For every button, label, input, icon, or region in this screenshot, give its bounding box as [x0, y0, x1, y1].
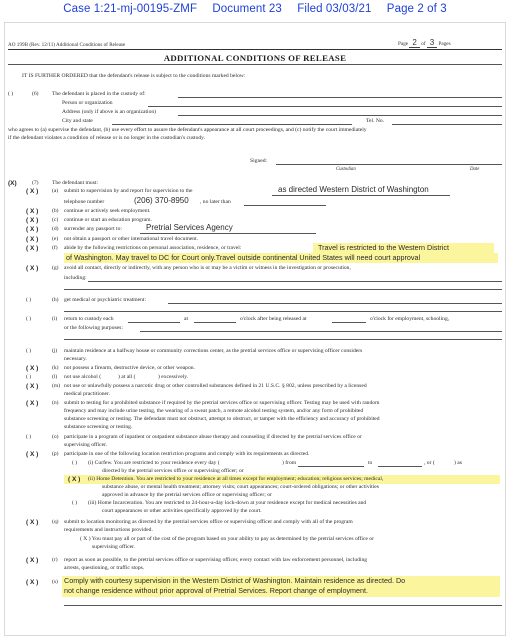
item-l-mark: ( )	[26, 374, 32, 380]
item-p-i-as: ) as	[454, 460, 462, 466]
item-p-from-line	[298, 466, 364, 467]
address-label: Address (only if above is an organization)	[62, 109, 157, 115]
condition-7-text: The defendant must:	[52, 180, 98, 186]
item-p-i-or: , or (	[424, 460, 435, 466]
item-h-line	[168, 303, 502, 304]
item-a-value: as directed Western District of Washington	[278, 185, 429, 194]
item-p-i-from: ) from	[282, 460, 297, 466]
item-k-mark: ( X )	[26, 365, 39, 372]
item-p-ii-text2: substance abuse, or mental health treatment; attorney visits; court appearances; court-ordered obligations; or other activities	[102, 484, 379, 490]
item-l-at-all: ) at all (	[118, 374, 136, 380]
item-s-label: (s)	[52, 579, 58, 585]
item-i-mark: ( )	[26, 316, 32, 322]
city-label: City and state	[62, 118, 93, 124]
item-g-label: (g)	[52, 265, 59, 271]
item-n-text2: frequency and may include urine testing, the wearing of a sweat patch, a remote alcohol testing system, and/or any form of prohibited	[64, 408, 364, 414]
item-p-i-to: to	[368, 460, 373, 466]
item-q-mark: ( X )	[26, 519, 39, 526]
page-total: 3	[427, 38, 437, 48]
item-n-label: (n)	[52, 400, 59, 406]
item-a-phone: (206) 370-8950	[134, 196, 189, 205]
item-f-label: (f)	[52, 245, 58, 251]
person-line	[148, 106, 502, 107]
item-p-ii-text3: approved in advance by the pretrial services office or supervising officer; or	[102, 492, 272, 498]
item-a-later: , no later than	[200, 199, 231, 205]
item-d-value: Pretrial Services Agency	[146, 223, 233, 232]
item-p-i-mark: ( )	[72, 460, 78, 466]
person-label: Person or organization	[62, 100, 113, 106]
item-a-line	[272, 195, 450, 196]
item-b-text: continue or actively seek employment.	[64, 208, 151, 214]
item-q-text: submit to location monitoring as directed by the pretrial services office or supervising officer and comply with all of the program	[64, 519, 353, 525]
item-s-value-1: Comply with courtesy supervision in the Western District of Washington. Maintain residence as directed. Do	[64, 576, 406, 585]
page-number: 2	[409, 38, 419, 48]
item-c-mark: ( X )	[26, 217, 39, 224]
signature-line	[276, 164, 502, 165]
item-b-label: (b)	[52, 208, 59, 214]
address-line	[178, 115, 502, 116]
condition-6-text: The defendant is placed in the custody of:	[52, 91, 146, 97]
item-q-text2: requirements and instructions provided.	[64, 527, 153, 533]
item-p-label: (p)	[52, 451, 59, 457]
item-r-label: (r)	[52, 557, 58, 563]
item-f-text: abide by the following restrictions on personal association, residence, or travel:	[64, 245, 242, 251]
item-i-at: at	[184, 316, 189, 322]
condition-6-mark: ( )	[8, 91, 14, 97]
document-number: Document 23	[212, 3, 282, 15]
item-q-text4: supervising officer.	[92, 544, 136, 550]
item-d-text: surrender any passport to:	[64, 226, 122, 232]
item-m-text2: medical practitioner.	[64, 391, 110, 397]
item-p-ii-mark: ( X )	[68, 476, 81, 483]
item-i-line-5	[64, 339, 502, 340]
item-d-line	[140, 233, 316, 234]
item-s-mark: ( X )	[26, 579, 39, 586]
item-n-mark: ( X )	[26, 400, 39, 407]
item-i-line-3	[332, 322, 366, 323]
item-a-label: (a)	[52, 188, 59, 194]
item-h-label: (h)	[52, 297, 59, 303]
condition-7-mark: (X)	[8, 180, 17, 187]
item-i-clock2: o'clock for employment, schooling,	[370, 316, 450, 322]
case-filing-header	[0, 3, 510, 15]
item-o-label: (o)	[52, 434, 59, 440]
item-g-line-2	[64, 289, 502, 290]
item-o-mark: ( )	[26, 434, 32, 440]
item-j-label: (j)	[52, 348, 58, 354]
item-j-mark: ( )	[26, 348, 32, 354]
item-b-mark: ( X )	[26, 208, 39, 215]
item-s-value-2: not change residence without prior approval of Pretrial Services. Report change of employment.	[64, 586, 369, 595]
condition-6-number: (6)	[32, 91, 39, 97]
item-a-text: submit to supervision by and report for supervision to the	[64, 188, 193, 194]
city-line	[112, 124, 352, 125]
header-rule	[8, 49, 502, 50]
page-of-pages: Page 2 of 3 Pages	[398, 38, 451, 47]
item-m-label: (m)	[52, 383, 61, 389]
item-q-label: (q)	[52, 519, 59, 525]
item-r-text2: arrests, questioning, or traffic stops.	[64, 565, 145, 571]
form-number: AO 199B (Rev. 12/11) Additional Conditions of Release	[8, 42, 126, 48]
item-o-text2: supervising officer.	[64, 442, 108, 448]
case-number: Case 1:21-mj-00195-ZMF	[63, 3, 198, 15]
item-k-text: not possess a firearm, destructive device, or other weapon.	[64, 365, 195, 371]
custodian-agreement: who agrees to (a) supervise the defendant, (b) use every effort to assure the defendant's appearance at all court proceedings, and (c) notify the court immediately	[8, 127, 367, 133]
custodian-agreement-2: if the defendant violates a condition of release or is no longer in the custodian's custody.	[8, 135, 205, 141]
item-f-value-1: Travel is restricted to the Western District	[318, 243, 450, 252]
item-p-to-line	[378, 466, 422, 467]
item-j-text2: necessary.	[64, 356, 87, 362]
condition-7-number: (7)	[32, 180, 39, 186]
item-j-text: maintain residence at a halfway house or community corrections center, as the pretrial services office or supervising officer considers	[64, 348, 363, 354]
item-f-value-2: of Washington. May travel to DC for Court only.Travel outside continental United States will need court approval	[66, 253, 421, 262]
item-i-text2: or the following purposes:	[64, 325, 123, 331]
item-k-label: (k)	[52, 365, 59, 371]
item-p-iii-mark: ( )	[72, 500, 78, 506]
item-p-mark: ( X )	[26, 451, 39, 458]
item-p-iii-text2: court appearances or other activities specifically approved by the court.	[102, 508, 262, 514]
item-d-label: (d)	[52, 226, 59, 232]
item-a-phone-label: telephone number	[64, 199, 105, 205]
item-i-label: (i)	[52, 316, 58, 322]
custodian-caption: Custodian	[336, 167, 356, 172]
item-e-mark: ( X )	[26, 236, 39, 243]
item-f-mark: ( X )	[26, 245, 39, 252]
item-e-label: (e)	[52, 236, 59, 242]
document-title: ADDITIONAL CONDITIONS OF RELEASE	[163, 53, 347, 63]
item-e-text: not obtain a passport or other international travel document.	[64, 236, 199, 242]
item-i-line-2	[194, 322, 236, 323]
title-rule	[8, 64, 502, 65]
item-g-line-1	[88, 281, 502, 282]
item-c-label: (c)	[52, 217, 59, 223]
item-h-line-2	[64, 311, 502, 312]
item-o-text: participate in a program of inpatient or outpatient substance abuse therapy and counseling if directed by the pretrial services office or	[64, 434, 362, 440]
item-g-text: avoid all contact, directly or indirectly, with any person who is or may be a victim or witness in the investigation or prosecution,	[64, 265, 351, 271]
item-l-excess: ) excessively.	[158, 374, 189, 380]
item-h-mark: ( )	[26, 297, 32, 303]
item-r-mark: ( X )	[26, 557, 39, 564]
item-m-text: not use or unlawfully possess a narcotic drug or other controlled substances defined in 21 U.S.C. § 802, unless prescribed by a licensed	[64, 383, 367, 389]
item-g-including: including:	[64, 275, 87, 281]
item-l-text: not use alcohol (	[64, 374, 102, 380]
item-a-mark: ( X )	[26, 188, 39, 195]
signed-label: Signed:	[250, 158, 268, 164]
item-a-later-line	[244, 205, 326, 206]
item-c-text: continue or start an education program.	[64, 217, 152, 223]
item-r-text: report as soon as possible, to the pretrial services office or supervising officer, every contact with law enforcement personnel, including	[64, 557, 368, 563]
item-h-text: get medical or psychiatric treatment:	[64, 297, 147, 303]
item-i-line-1	[128, 322, 180, 323]
item-n-text4: substance screening or testing.	[64, 424, 133, 430]
item-p-i-text: (i) Curfew. You are restricted to your residence every day (	[88, 460, 220, 466]
item-m-mark: ( X )	[26, 383, 39, 390]
item-q-text3: ( X ) You must pay all or part of the cost of the program based on your ability to pay as determined by the pretrial services office or	[80, 536, 374, 542]
item-n-text: submit to testing for a prohibited substance if required by the pretrial services office or supervising officer. Testing may be used with random	[64, 400, 380, 406]
item-i-line-4	[140, 331, 502, 332]
custodian-line	[178, 97, 502, 98]
intro-text: IT IS FURTHER ORDERED that the defendant's release is subject to the conditions marked below:	[22, 73, 246, 79]
item-g-mark: ( X )	[26, 265, 39, 272]
item-p-iii-text: (iii) Home Incarceration. You are restricted to 24-hour-a-day lock-down at your residence except for medical necessities and	[88, 500, 367, 506]
item-n-text3: substance screening or testing. The defendant must not obstruct, attempt to obstruct, or tamper with the efficiency and accuracy of prohibited	[64, 416, 380, 422]
item-s-line	[64, 605, 502, 606]
filed-date: Filed 03/03/21	[297, 3, 372, 15]
item-p-i-text2: directed by the pretrial services office or supervising officer; or	[102, 468, 244, 474]
tel-label: Tel. No.	[366, 118, 385, 124]
item-p-ii-text: (ii) Home Detention. You are restricted to your residence at all times except for employment; education; religious services; medical,	[88, 476, 384, 482]
item-l-label: (l)	[52, 374, 58, 380]
date-caption: Date	[470, 167, 480, 172]
item-d-mark: ( X )	[26, 226, 39, 233]
page-indicator: Page 2 of 3	[386, 3, 447, 15]
item-i-text: return to custody each	[64, 316, 114, 322]
item-i-after: o'clock after being released at	[240, 316, 307, 322]
item-p-text: participate in one of the following location restriction programs and comply with its requirements as directed.	[64, 451, 310, 457]
tel-line	[392, 124, 502, 125]
